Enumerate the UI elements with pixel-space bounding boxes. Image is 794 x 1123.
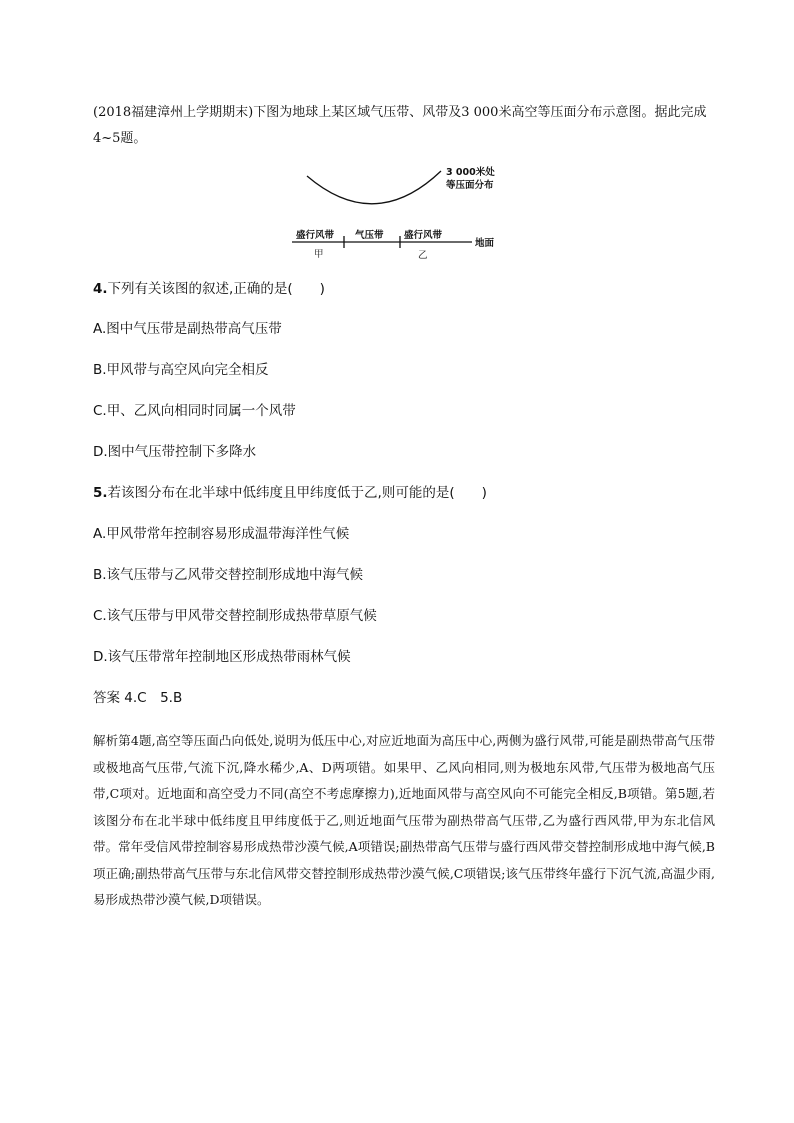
question-5-number: 5. xyxy=(93,485,108,501)
analysis-paragraph: 解析第4题,高空等压面凸向低处,说明为低压中心,对应近地面为高压中心,两侧为盛行风带,可能是副热带高气压带或极地高气压带,气流下沉,降水稀少,A、D两项错。如果甲、乙风向相同,则为极地东风带,气压带为极地高气压带,C项对。近地面和高空受力不同(高空不考虑摩擦力),近地面风带与高空风向不可能完全相反,B项错。第5题,若该图分布在北半球中低纬度且甲纬度低于乙,则近地面气压带为副热带高气压带,乙为盛行西风带,甲为东北信风带。常年受信风带控制容易形成热带沙漠气候,A项错误;副热带高气压带与盛行西风带交替控制形成地中海气候,B项正确;副热带高气压带与东北信风带交替控制形成热带沙漠气候,C项错误;该气压带终年盛行下沉气流,高温少雨,易形成热带沙漠气候,D项错误。 xyxy=(93,733,715,907)
belt-center-label: 气压带 xyxy=(355,230,384,241)
question-4-stem xyxy=(93,280,325,298)
question-4-option-d: D.图中气压带控制下多降水 xyxy=(93,444,257,460)
question-5-option-a: A.甲风带常年控制容易形成温带海洋性气候 xyxy=(93,526,350,542)
question-5-option-d: D.该气压带常年控制地区形成热带雨林气候 xyxy=(93,649,351,665)
belt-left-label: 盛行风带 xyxy=(296,230,335,241)
belt-right-label: 盛行风带 xyxy=(404,230,443,241)
label-jia: 甲 xyxy=(314,249,324,260)
isobar-label-line1: 3 000米处 xyxy=(446,167,495,178)
isobar-curve xyxy=(307,171,441,204)
question-5-text: 若该图分布在北半球中低纬度且甲纬度低于乙,则可能的是( ) xyxy=(107,485,487,501)
question-4-text: 下列有关该图的叙述,正确的是( ) xyxy=(107,281,325,297)
question-5-option-b: B.该气压带与乙风带交替控制形成地中海气候 xyxy=(93,567,364,583)
isobar-label-line2: 等压面分布 xyxy=(446,180,494,191)
question-4-option-a: A.图中气压带是副热带高气压带 xyxy=(93,321,282,337)
question-4-option-c: C.甲、乙风向相同时同属一个风带 xyxy=(93,403,296,419)
intro-paragraph: (2018福建漳州上学期期末)下图为地球上某区域气压带、风带及3 000米高空等压面分布示意图。据此完成4~5题。 xyxy=(93,105,707,146)
question-4-option-b: B.甲风带与高空风向完全相反 xyxy=(93,362,269,378)
question-5-stem xyxy=(93,484,487,502)
label-yi: 乙 xyxy=(418,250,428,261)
ground-label: 地面 xyxy=(475,238,495,249)
answer-line: 答案 4.C 5.B xyxy=(93,690,183,706)
question-5-option-c: C.该气压带与甲风带交替控制形成热带草原气候 xyxy=(93,608,377,624)
question-4-number: 4. xyxy=(93,281,108,297)
